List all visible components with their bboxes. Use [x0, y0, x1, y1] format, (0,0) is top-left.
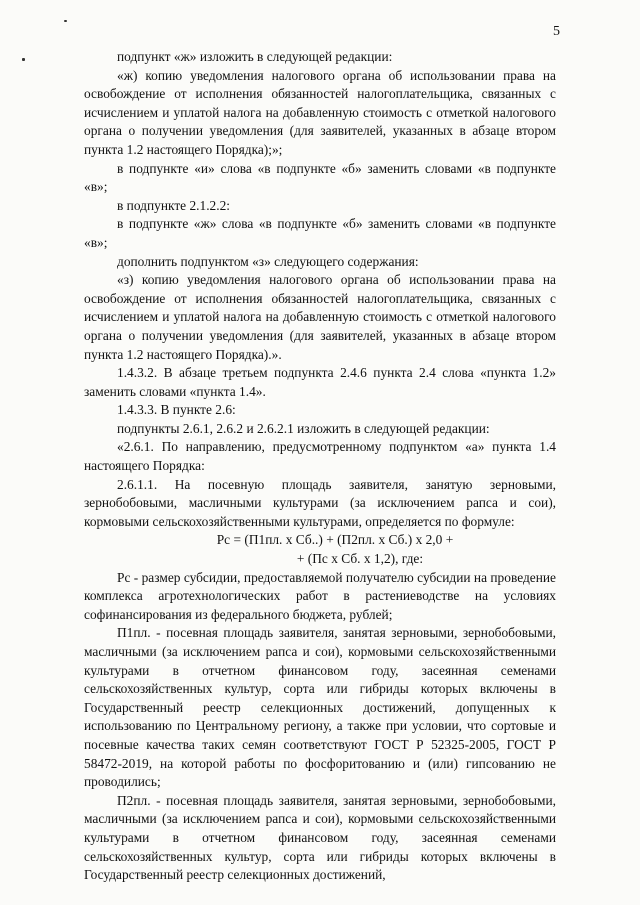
scan-speck: [64, 20, 67, 22]
formula-line-2: + (Пс х Сб. х 1,2), где:: [296, 551, 424, 567]
paragraph: подпункты 2.6.1, 2.6.2 и 2.6.2.1 изложить в следующей редакции:: [117, 420, 490, 436]
page-number: 5: [553, 24, 560, 39]
paragraph: «2.6.1. По направлению, предусмотренному подпунктом «а» пункта 1.4 настоящего Порядка:: [84, 439, 556, 474]
document-body: [84, 48, 556, 885]
paragraph: 1.4.3.2. В абзаце третьем подпункта 2.4.6 пункта 2.4 слова «пункта 1.2» заменить словами «пункта 1.4».: [84, 365, 556, 399]
paragraph: 1.4.3.3. В пункте 2.6:: [117, 402, 236, 418]
definition: П1пл. - посевная площадь заявителя, занятая зерновыми, зернобобовыми, масличными (за исключением рапса и сои), кормовыми сельскохозяйственными культурами в отчетном финансовом году, засеянная семенами сельскохозяйственных культур, сорта или гибриды которых включены в Государственный реестр селекционных достижений, допущенных к использованию по Центральному региону, а также при условии, что сортовые и посевные качества таких семян соответствуют ГОСТ Р 52325-2005, ГОСТ Р 58472-2019, на которой работы по фосфоритованию и (или) гипсованию не проводились;: [84, 625, 556, 790]
paragraph: в подпункте «и» слова «в подпункте «б» заменить словами «в подпункте «в»;: [84, 160, 556, 195]
scan-speck: [22, 58, 25, 61]
paragraph: в подпункте 2.1.2.2:: [117, 197, 231, 213]
paragraph: дополнить подпунктом «з» следующего содержания:: [117, 253, 419, 269]
paragraph: 2.6.1.1. На посевную площадь заявителя, занятую зерновыми, зернобобовыми, масличными культурами (за исключением рапса и сои), кормовыми сельскохозяйственными культурами, определяется по формуле:: [84, 476, 556, 529]
formula-line-1: Рс = (П1пл. х Сб..) + (П2пл. х Сб.) х 2,0 +: [216, 532, 454, 548]
paragraph: «з) копию уведомления налогового органа об использовании права на освобождение от исполнения обязанностей налогоплательщика, связанных с исчислением и уплатой налога на добавленную стоимость с отметкой налогового органа о получении уведомления (для заявителей, указанных в абзаце втором пункта 1.2 настоящего Порядка).».: [84, 272, 556, 362]
definition: Рс - размер субсидии, предоставляемой получателю субсидии на проведение комплекса агротехнологических работ в растениеводстве на условиях софинансирования из федерального бюджета, рублей;: [84, 569, 556, 622]
paragraph: в подпункте «ж» слова «в подпункте «б» заменить словами «в подпункте «в»;: [84, 216, 556, 250]
paragraph: «ж) копию уведомления налогового органа об использовании права на освобождение от исполнения обязанностей налогоплательщика, связанных с исчислением и уплатой налога на добавленную стоимость с отметкой налогового органа о получении уведомления (для заявителей, указанных в абзаце втором пункта 1.2 настоящего Порядка);»;: [84, 67, 556, 157]
definition: П2пл. - посевная площадь заявителя, занятая зерновыми, зернобобовыми, масличными (за исключением рапса и сои), кормовыми сельскохозяйственными культурами в отчетном финансовом году, засеянная семенами сельскохозяйственных культур, сорта или гибриды которых включены в Государственный реестр селекционных достижений,: [84, 792, 556, 883]
paragraph: подпункт «ж» изложить в следующей редакции:: [117, 49, 393, 64]
